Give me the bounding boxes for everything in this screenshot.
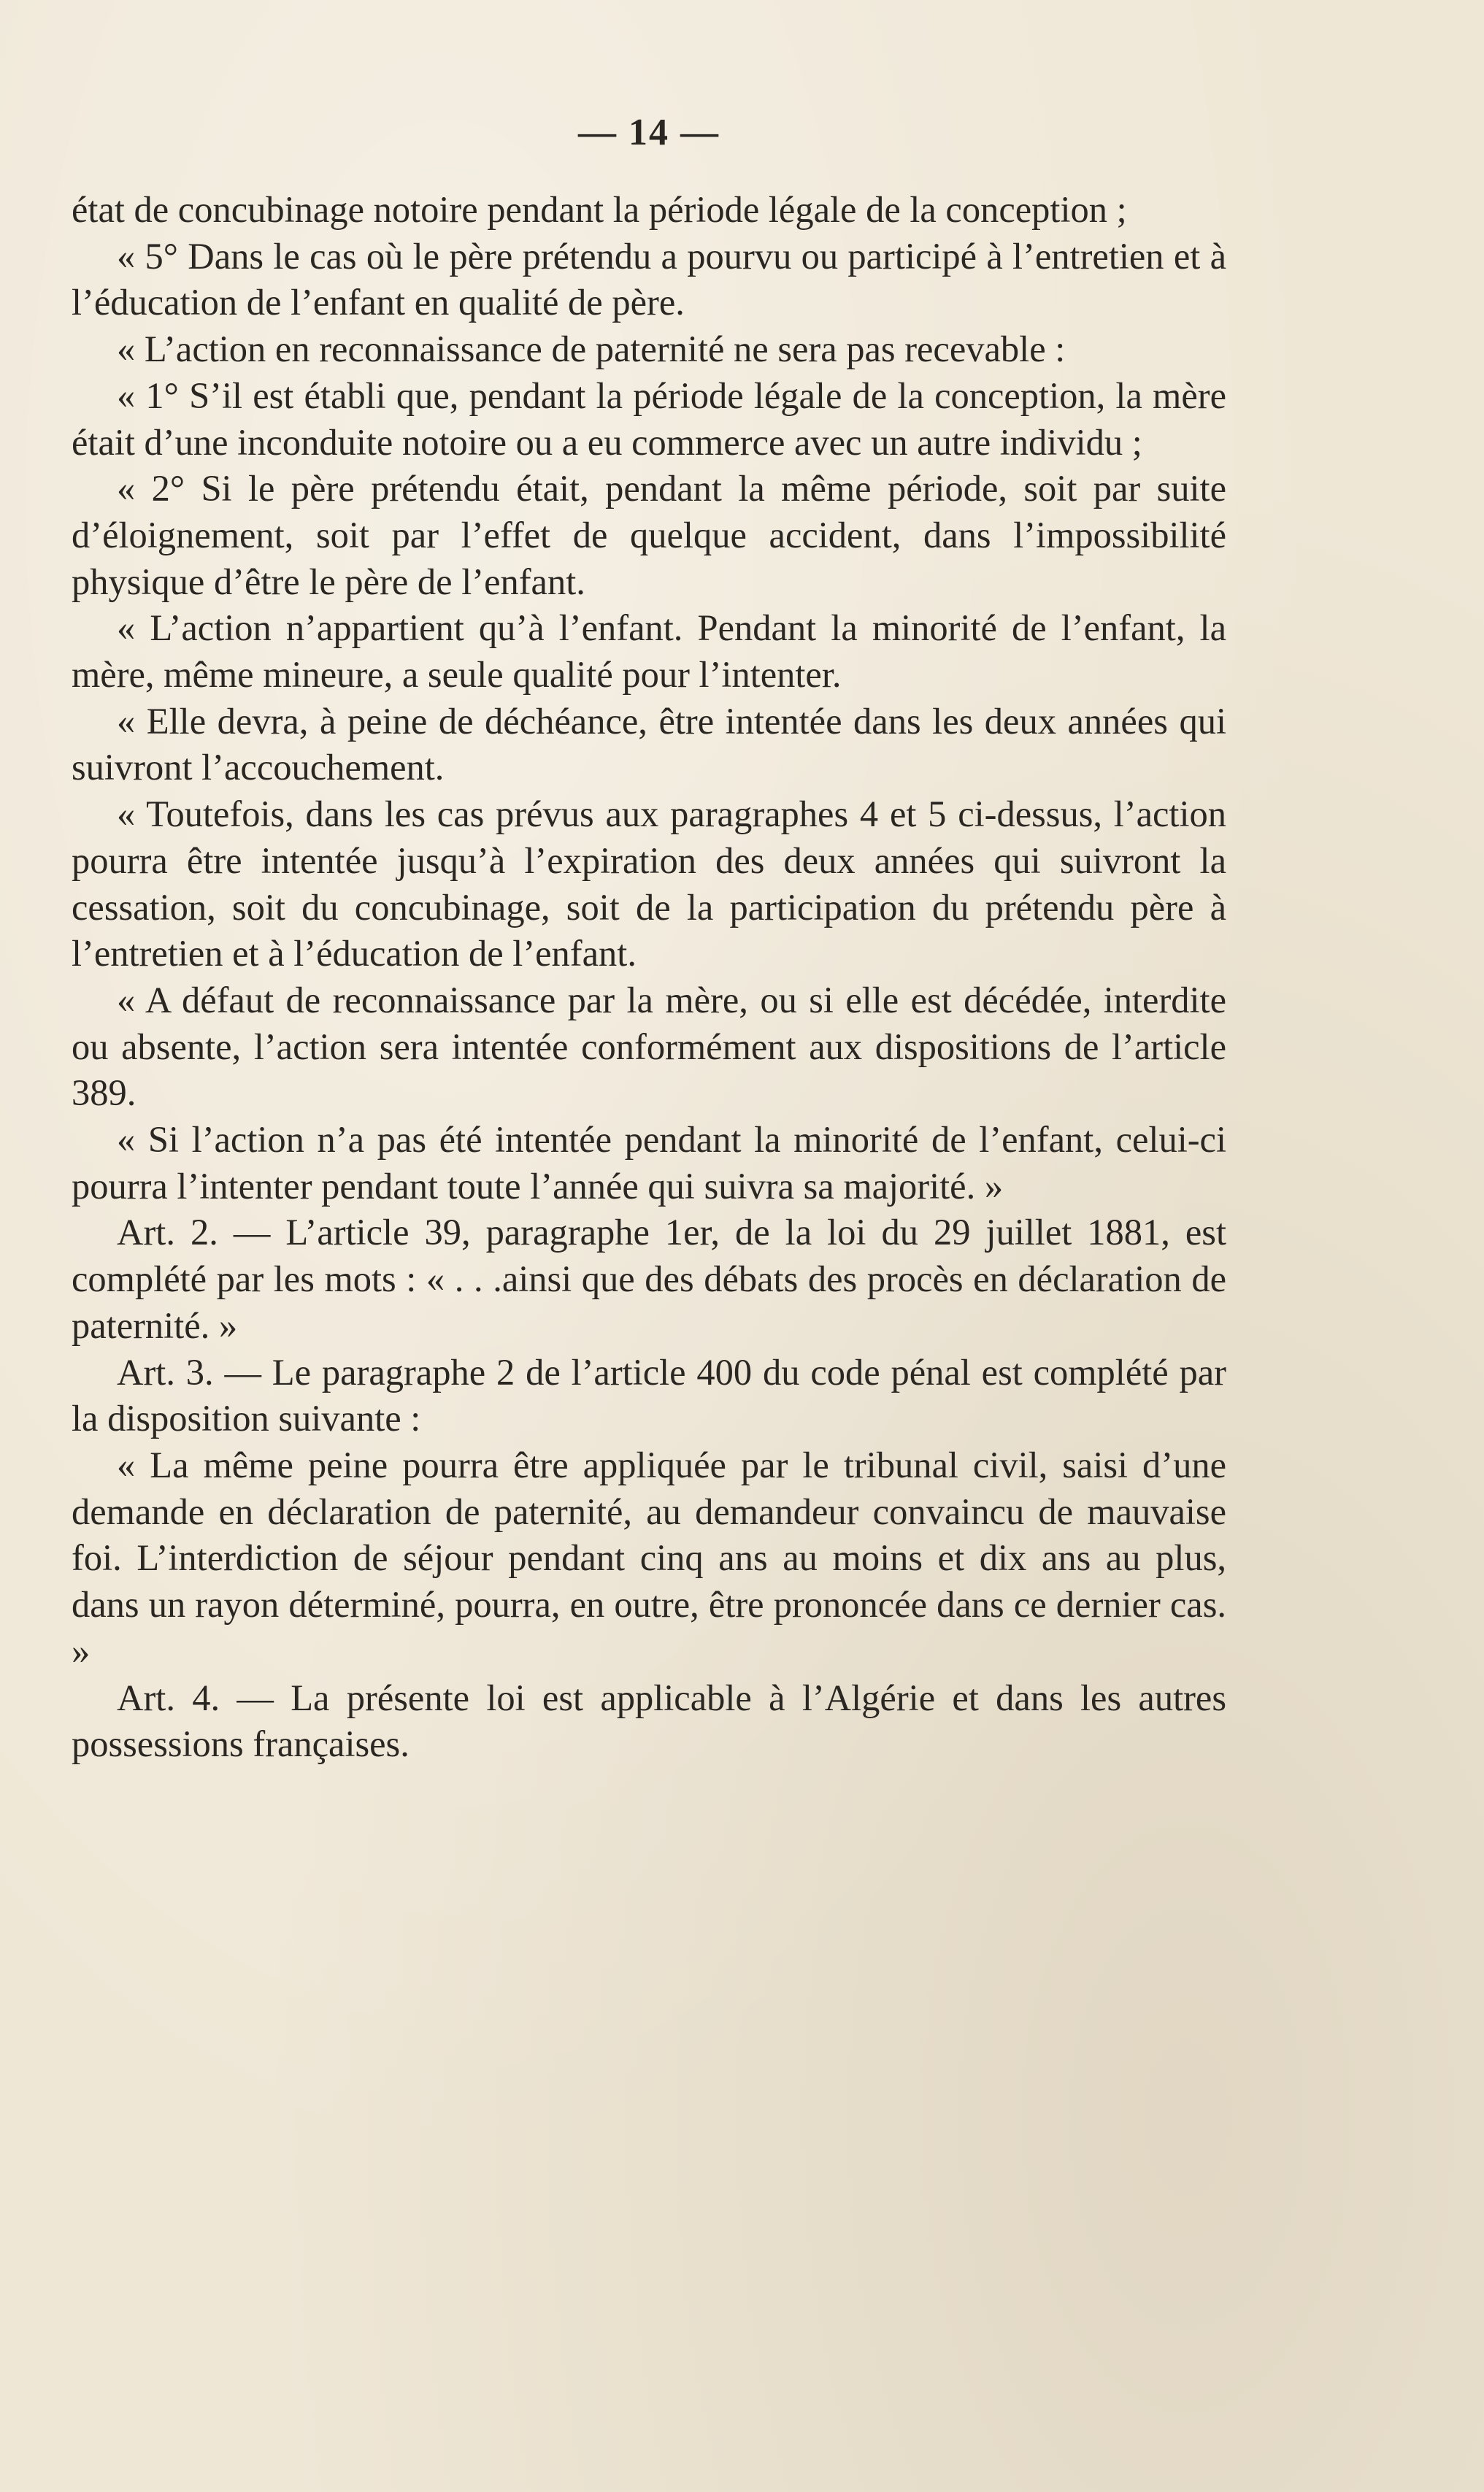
- paragraph-peine: « La même peine pourra être appliquée par le tribunal civil, saisi d’une demande en déclaration de paternité, au demandeur convaincu de mauvaise foi. L’interdiction de séjour pendant cinq ans au moins et dix ans au plus, dans un rayon déterminé, pourra, en outre, être prononcée dans ce dernier cas. »: [72, 1444, 1226, 1672]
- paragraph-continuation: état de concubinage notoire pendant la période légale de la conception ;: [72, 189, 1127, 230]
- body-text: [72, 187, 1226, 1768]
- paragraph-exception-1: « 1° S’il est établi que, pendant la période légale de la conception, la mère était d’une inconduite notoire ou a eu commerce avec un autre individu ;: [72, 374, 1226, 463]
- paragraph-action-child: « L’action n’appartient qu’à l’enfant. Pendant la minorité de l’enfant, la mère, même mineure, a seule qualité pour l’intenter.: [72, 607, 1226, 696]
- paragraph-case-5: « 5° Dans le cas où le père prétendu a pourvu ou participé à l’entretien et à l’éducation de l’enfant en qualité de père.: [72, 235, 1226, 323]
- paragraph-defaut: « A défaut de reconnaissance par la mère, ou si elle est décédée, interdite ou absente, l’action sera intentée conformément aux dispositions de l’article 389.: [72, 979, 1226, 1114]
- paragraph-majorite: « Si l’action n’a pas été intentée pendant la minorité de l’enfant, celui-ci pourra l’intenter pendant toute l’année qui suivra sa majorité. »: [72, 1119, 1226, 1207]
- article-3: Art. 3. — Le paragraphe 2 de l’article 400 du code pénal est complété par la disposition suivante :: [72, 1351, 1226, 1439]
- page-number: — 14 —: [578, 112, 720, 153]
- paragraph-exception-2: « 2° Si le père prétendu était, pendant la même période, soit par suite d’éloignement, soit par l’effet de quelque accident, dans l’impossibilité physique d’être le père de l’enfant.: [72, 468, 1226, 602]
- page: [72, 109, 1226, 2416]
- paragraph-toutefois: « Toutefois, dans les cas prévus aux paragraphes 4 et 5 ci-dessus, l’action pourra être intentée jusqu’à l’expiration des deux années qui suivront la cessation, soit du concubinage, soit de la participation du prétendu père à l’entretien et à l’éducation de l’enfant.: [72, 793, 1226, 974]
- article-4: Art. 4. — La présente loi est applicable à l’Algérie et dans les autres possessions françaises.: [72, 1677, 1226, 1765]
- article-2: Art. 2. — L’article 39, paragraphe 1er, de la loi du 29 juillet 1881, est complété par les mots : « . . .ainsi que des débats des procès en déclaration de paternité. »: [72, 1212, 1226, 1346]
- paragraph-not-receivable: « L’action en reconnaissance de paternité ne sera pas recevable :: [117, 328, 1066, 370]
- paragraph-deadline: « Elle devra, à peine de déchéance, être intentée dans les deux années qui suivront l’accouchement.: [72, 700, 1226, 788]
